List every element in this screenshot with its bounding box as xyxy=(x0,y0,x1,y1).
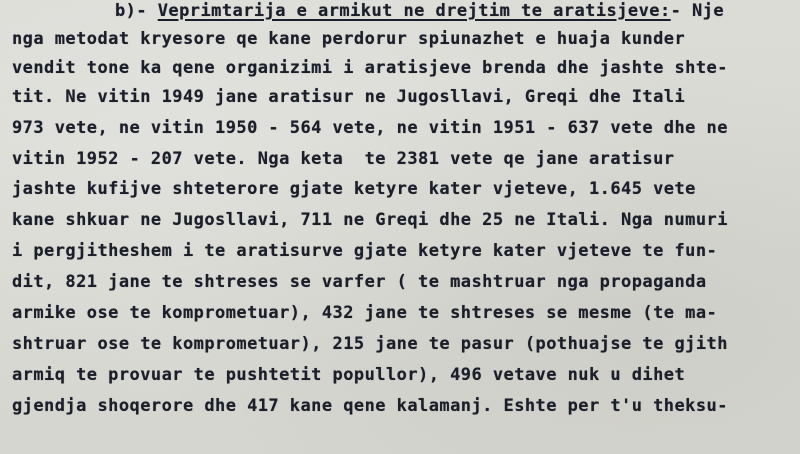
text-line: 973 vete, ne vitin 1950 - 564 vete, ne vitin 1951 - 637 vete dhe ne xyxy=(12,118,728,138)
text-line: jashte kufijve shteterore gjate ketyre kater vjeteve, 1.645 vete xyxy=(12,179,696,199)
text-line: nga metodat kryesore qe kane perdorur spiunazhet e huaja kunder xyxy=(12,29,686,49)
section-heading-line xyxy=(115,0,724,22)
text-line: tit. Ne vitin 1949 jane aratisur ne Jugosllavi, Greqi dhe Itali xyxy=(12,87,686,107)
text-line: dit, 821 jane te shtreses se varfer ( te mashtruar nga propaganda xyxy=(12,272,707,292)
text-line: i pergjitheshem i te aratisurve gjate ketyre kater vjeteve te fun- xyxy=(12,241,718,261)
text-line: vitin 1952 - 207 vete. Nga keta te 2381 vete qe jane aratisur xyxy=(12,149,675,169)
section-heading: Veprimtarija e armikut ne drejtim te aratisjeve: xyxy=(157,1,671,21)
text-line: vendit tone ka qene organizimi i aratisjeve brenda dhe jashte shte- xyxy=(12,58,728,78)
text-line: armike ose te komprometuar), 432 jane te shtreses se mesme (te ma- xyxy=(12,303,718,323)
section-marker: b)- xyxy=(115,1,158,21)
text-line: gjendja shoqerore dhe 417 kane qene kalamanj. Eshte per t'u theksu- xyxy=(12,396,728,416)
heading-continuation: - Nje xyxy=(670,1,725,21)
text-line: armiq te provuar te pushtetit popullor), 496 vetave nuk u dihet xyxy=(12,365,686,385)
text-line: kane shkuar ne Jugosllavi, 711 ne Greqi dhe 25 ne Itali. Nga numuri xyxy=(12,210,728,230)
text-line: shtruar ose te komprometuar), 215 jane te pasur (pothuajse te gjith xyxy=(12,334,728,354)
